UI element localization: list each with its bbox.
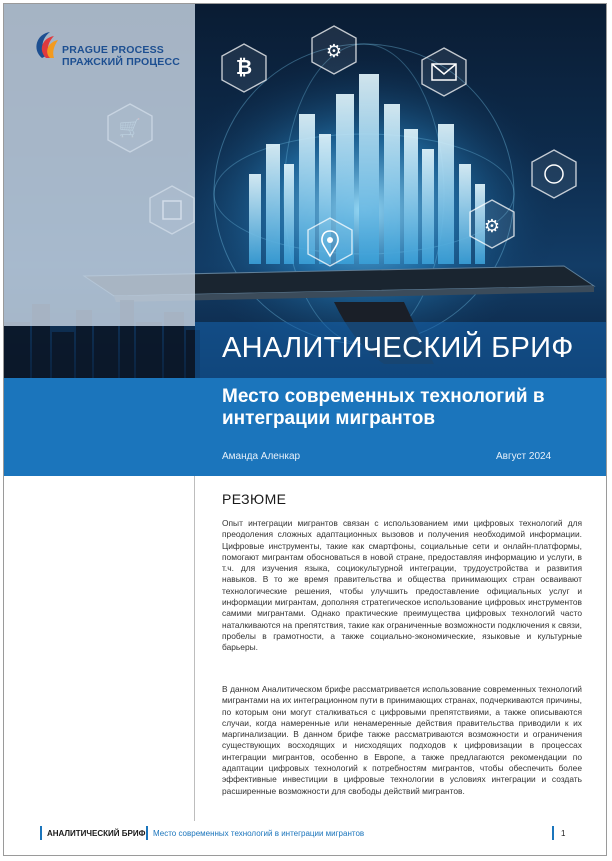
footer-report-type: АНАЛИТИЧЕСКИЙ БРИФ (47, 829, 146, 838)
report-type: АНАЛИТИЧЕСКИЙ БРИФ (222, 332, 574, 364)
svg-text:₿: ₿ (235, 57, 253, 79)
author: Аманда Аленкар (222, 451, 301, 462)
logo-line-ru: ПРАЖСКИЙ ПРОЦЕСС (62, 56, 181, 68)
summary-paragraph-2: В данном Аналитическом брифе рассматривается использование современных технологий мигрантами на их интеграционном пути в принимающих странах, подчеркиваются причины, по которым они могут сталкиваться с цифровыми препятствиями, а также описываются случаи, когда намеренные или ненамеренные действия правительства приводили к их маргинализации. В данном брифе также рассматриваются возможности и ограничения существующих восходящих и нисходящих подходов к цифровизации в процессах интеграции мигрантов, особенно в Европе, а также предлагаются рекомендации по адаптации цифровых технологий к потребностям мигрантов, чтобы обеспечить более эффективные инвестиции в цифровые технологии в условиях интеграции и создать расширенные возможности для свободы действий мигрантов. (222, 684, 582, 796)
logo-text (62, 44, 180, 68)
page-number: 1 (561, 829, 566, 838)
footer-divider (552, 826, 554, 840)
column-divider (194, 476, 195, 821)
footer-title: Место современных технологий в интеграции мигрантов (153, 829, 365, 838)
svg-text:⚙: ⚙ (483, 216, 501, 236)
svg-text:⚙: ⚙ (325, 41, 343, 61)
logo-line-en: PRAGUE PROCESS (62, 44, 164, 56)
footer-divider (146, 826, 148, 840)
document-title: Место современных технологий в интеграции мигрантов (222, 386, 545, 429)
footer-divider (40, 826, 42, 840)
summary-paragraph-1: Опыт интеграции мигрантов связан с использованием ими цифровых технологий для преодоления сложных адаптационных вызовов и получения необходимой информации. Цифровые инструменты, такие как смартфоны, социальные сети и онлайн-платформы, помогают мигрантам обосноваться в новой стране, предоставляя информацию и услуги, в т.ч. для изучения языка, социокультурной интеграции, трудоустройства и развития навыков. В то же время правительства и общества принимающих стран осваивают технологические решения, чтобы улучшить предоставление официальных услуг и информации мигрантам, дополняя стратегическое использование цифровых инструментов самими мигрантами. Однако практические преимущества цифровых технологий часто наталкиваются на препятствия, такие как ограниченные возможности подключения к связи, пробелы в грамотности, а также социально-экономические, языковые и культурные барьеры. (222, 518, 582, 653)
publication-date: Август 2024 (496, 451, 552, 462)
left-margin (4, 476, 194, 821)
summary-heading: РЕЗЮМЕ (222, 491, 287, 507)
